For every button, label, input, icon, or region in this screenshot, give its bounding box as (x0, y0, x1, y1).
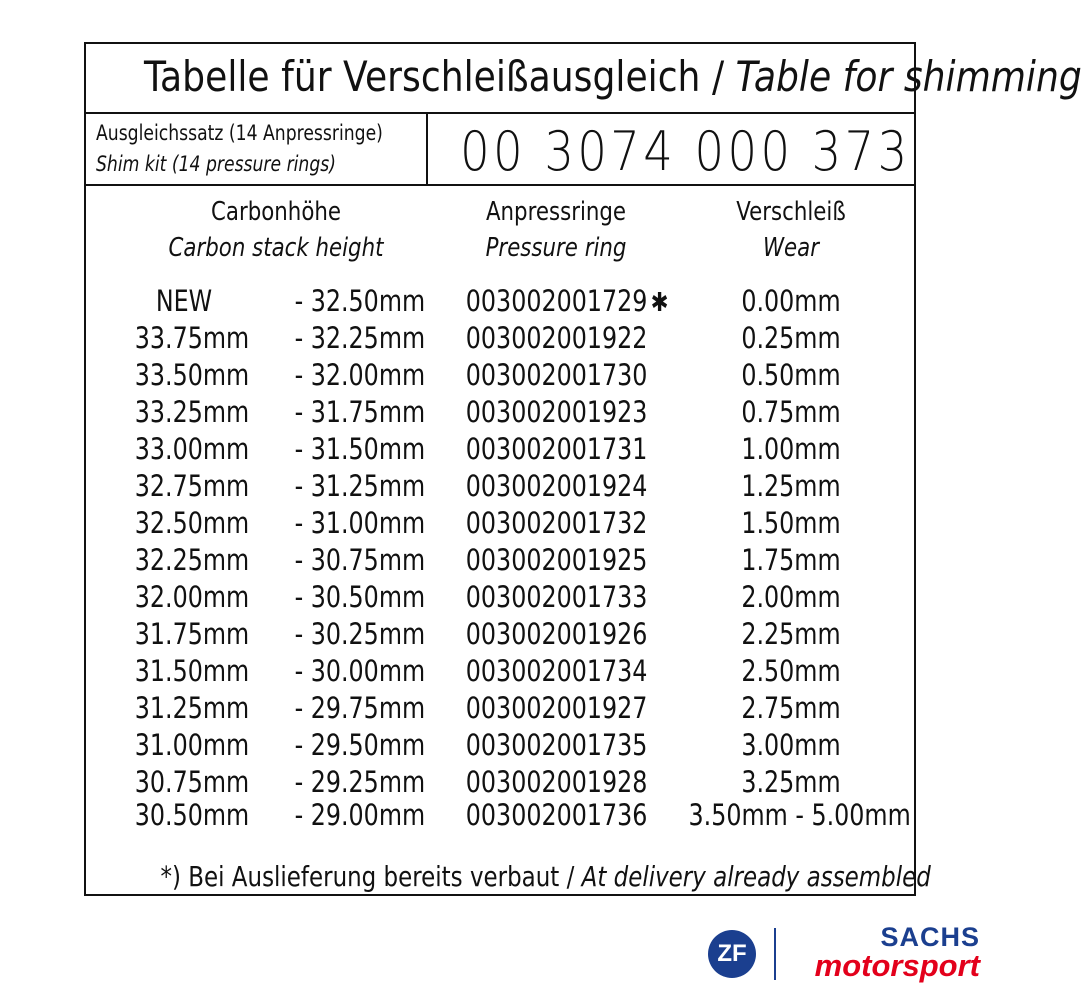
kit-label (96, 118, 383, 180)
part-number: 003002001733 (465, 580, 648, 614)
shim-table (84, 42, 1082, 896)
pressure-ring-part-number (466, 543, 646, 577)
pressure-ring-part-number (466, 691, 646, 725)
part-number: 003002001731 (465, 432, 648, 466)
pressure-ring-part-number (466, 395, 646, 429)
carbon-height-from: 33.50mm (134, 358, 250, 392)
column-header-de: Carbonhöhe (211, 197, 341, 227)
carbon-height-to: - 30.75mm (294, 543, 426, 577)
footnote-en: At delivery already assembled (581, 860, 931, 893)
carbon-height-to: - 30.50mm (294, 580, 426, 614)
carbon-height-from: 30.50mm (134, 798, 250, 832)
table-row (86, 580, 914, 617)
table-row (86, 506, 914, 543)
carbon-height-to: - 32.50mm (294, 284, 426, 318)
carbon-height-to: - 31.50mm (294, 432, 426, 466)
part-number: 003002001925 (465, 543, 648, 577)
column-header-de: Anpressringe (485, 197, 627, 227)
pressure-ring-part-number (466, 765, 646, 799)
pressure-ring-part-number (466, 469, 646, 503)
part-number: 003002001736 (465, 798, 648, 832)
pressure-ring-part-number (465, 284, 669, 318)
part-number: 003002001730 (465, 358, 648, 392)
carbon-height-to: - 29.50mm (294, 728, 426, 762)
pressure-ring-part-number (466, 358, 646, 392)
carbon-height-from: 31.25mm (134, 691, 250, 725)
table-title (143, 52, 1082, 101)
logo-divider (774, 928, 776, 980)
zf-logo-icon: ZF (708, 930, 756, 978)
divider (426, 112, 428, 184)
asterisk-icon: ✱ (650, 288, 669, 318)
table-row (86, 358, 914, 395)
column-header-en: Wear (762, 233, 820, 263)
carbon-height-to: - 29.00mm (294, 798, 426, 832)
kit-number: 00 3074 000 373 (460, 120, 911, 183)
pressure-ring-part-number (466, 506, 646, 540)
part-number: 003002001928 (465, 765, 648, 799)
carbon-height-from: 31.75mm (134, 617, 250, 651)
carbon-height-to: - 32.00mm (294, 358, 426, 392)
pressure-ring-part-number (466, 580, 646, 614)
carbon-height-to: - 30.00mm (294, 654, 426, 688)
brand-sub: motorsport (814, 948, 980, 983)
part-number: 003002001923 (465, 395, 648, 429)
carbon-height-from: 30.75mm (134, 765, 250, 799)
title-separator: / (700, 52, 736, 101)
title-en: Table for shimming (735, 52, 1082, 101)
kit-label-de: Ausgleichssatz (14 Anpressringe) (96, 121, 383, 145)
pressure-ring-part-number (466, 654, 646, 688)
divider (86, 184, 914, 186)
table-row (86, 654, 914, 691)
table-row (86, 765, 914, 802)
kit-label-en: Shim kit (14 pressure rings) (96, 152, 336, 176)
pressure-ring-part-number (466, 798, 646, 832)
carbon-height-from: NEW (155, 284, 213, 318)
column-header-carbon (145, 194, 407, 266)
table-row (86, 728, 914, 765)
wear-value: 2.75mm (741, 691, 841, 725)
table-row (86, 543, 914, 580)
part-number: 003002001922 (465, 321, 648, 355)
table-row (86, 321, 914, 358)
divider (86, 112, 914, 114)
carbon-height-from: 32.75mm (134, 469, 250, 503)
carbon-height-from: 33.00mm (134, 432, 250, 466)
wear-value: 1.25mm (741, 469, 841, 503)
brand-name: SACHS (880, 922, 980, 952)
carbon-height-from: 32.50mm (134, 506, 250, 540)
column-header-en: Carbon stack height (168, 233, 384, 263)
pressure-ring-part-number (466, 321, 646, 355)
pressure-ring-part-number (466, 728, 646, 762)
wear-value: 0.75mm (741, 395, 841, 429)
wear-value: 2.25mm (741, 617, 841, 651)
wear-value: 1.75mm (741, 543, 841, 577)
table-row (86, 432, 914, 469)
wear-value: 0.00mm (741, 284, 841, 318)
wear-value: 0.50mm (741, 358, 841, 392)
pressure-ring-part-number (466, 432, 646, 466)
table-row (86, 798, 914, 835)
footnote (160, 860, 931, 893)
carbon-height-to: - 31.75mm (294, 395, 426, 429)
footnote-de: *) Bei Auslieferung bereits verbaut (160, 860, 560, 893)
carbon-height-to: - 29.75mm (294, 691, 426, 725)
table-row (86, 284, 914, 321)
table-row (86, 469, 914, 506)
column-header-en: Pressure ring (485, 233, 627, 263)
part-number: 003002001926 (465, 617, 648, 651)
carbon-height-from: 33.75mm (134, 321, 250, 355)
pressure-ring-part-number (466, 617, 646, 651)
wear-value: 2.50mm (741, 654, 841, 688)
part-number: 003002001924 (465, 469, 648, 503)
column-header-de: Verschleiß (736, 197, 846, 227)
wear-value: 3.00mm (741, 728, 841, 762)
carbon-height-from: 32.25mm (134, 543, 250, 577)
column-header-ring (466, 194, 646, 266)
part-number: 003002001729 (465, 284, 648, 318)
column-header-wear (689, 194, 894, 266)
carbon-height-to: - 29.25mm (294, 765, 426, 799)
wear-value: 2.00mm (741, 580, 841, 614)
wear-value: 1.00mm (741, 432, 841, 466)
part-number: 003002001927 (465, 691, 648, 725)
part-number: 003002001735 (465, 728, 648, 762)
wear-value: 0.25mm (741, 321, 841, 355)
carbon-height-to: - 30.25mm (294, 617, 426, 651)
carbon-height-to: - 32.25mm (294, 321, 426, 355)
carbon-height-from: 33.25mm (134, 395, 250, 429)
carbon-height-from: 32.00mm (134, 580, 250, 614)
title-de: Tabelle für Verschleißausgleich (143, 52, 701, 101)
sachs-motorsport-logo (708, 922, 980, 986)
part-number: 003002001732 (465, 506, 648, 540)
table-row (86, 691, 914, 728)
wear-value: 3.50mm - 5.00mm (688, 798, 911, 832)
carbon-height-to: - 31.25mm (294, 469, 426, 503)
table-row (86, 617, 914, 654)
carbon-height-to: - 31.00mm (294, 506, 426, 540)
part-number: 003002001734 (465, 654, 648, 688)
footnote-separator: / (559, 860, 582, 893)
carbon-height-from: 31.50mm (134, 654, 250, 688)
table-row (86, 395, 914, 432)
wear-value: 1.50mm (741, 506, 841, 540)
carbon-height-from: 31.00mm (134, 728, 250, 762)
wear-value: 3.25mm (741, 765, 841, 799)
